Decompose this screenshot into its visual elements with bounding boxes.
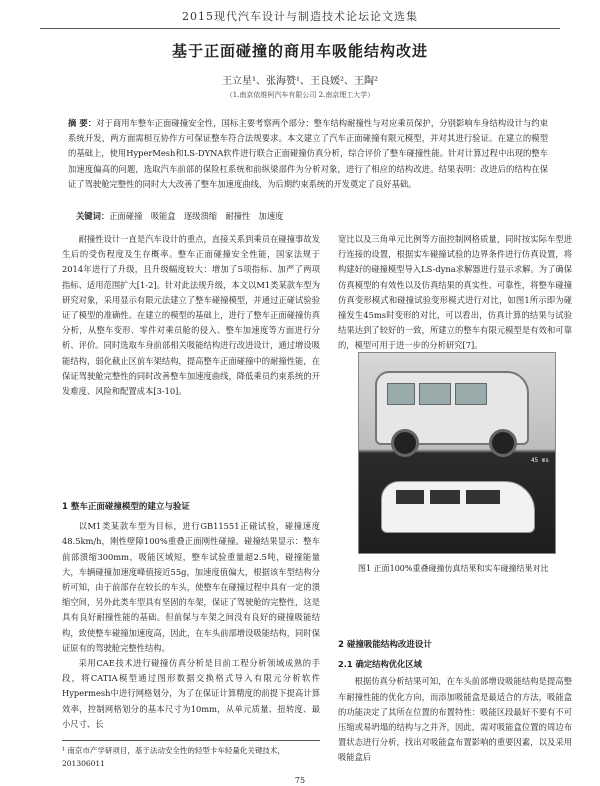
abstract-text: 对于商用车整车正面碰撞安全性，国标主要考察两个部分：整车结构耐撞性与对应乘员保护，分别影响车身结构设计与约束系统开发，两方面需相互协作方可保证整车符合法规要求。本文建立了汽车正面碰撞有限元模型，并对其进行验证。在建立的模型的基础上，使用HyperMesh和LS-DYNA软件进行联合正面碰撞仿真分析，综合评价了整车碰撞性能。针对计算过程中出现的整车加速度偏高的问题，选取汽车前部的保险杠系统和前纵梁部件为分析对象，进行了相应的结构改进。结果表明：改进后的结构在保证了驾驶舱完整性的同时大大改善了整车加速度曲线，为后期约束系统的开发奠定了良好基础。 (68, 118, 548, 189)
section-1 (62, 500, 320, 732)
section-2 (338, 638, 572, 766)
footnote: ¹ 南京市产学研项目，基于法动安全性的轻型卡车轻量化关键技术，201306011 (62, 740, 320, 770)
keywords-label: 关键词： (76, 211, 110, 221)
section-2-paragraph: 根据仿真分析结果可知，在车头前部增设吸能结构是提高整车耐撞性能的优化方向，而添加吸能盒是最适合的方法，吸能盒的功能决定了其所在位置的布置特性：吸能区段最好不要有不可压缩或易坍塌的结构与之并齐，因此，需对吸能盒位置的周边布置状态进行分析，找出对吸能盒布置影响的重要因素，以及采用吸能盒后 (338, 676, 572, 763)
intro-paragraph: 耐撞性设计一直是汽车设计的重点，直接关系到乘员在碰撞事故发生后的受伤程度及生存概率。整车正面碰撞安全性能，国家法规于2014年进行了升级，且升级幅度较大：增加了5项指标、加严了两项指标、适用范围扩大[1-2]。针对此法规升级，本文以M1类某款车型为研究对象，采用显示有限元法建立了整车碰撞模型，并通过正碰试验验证了模型的准确性。在建立的模型的基础上，进行了整车正面碰撞仿真分析，从整车变形、零件对乘员舱的侵入、整车加速度等方面进行分析、评价。同时选取车身前部相关吸能结构进行改进设计，通过增设吸能结构，弱化截止区前车架结构，提高整车正面碰撞中的耐撞性能，在保证驾驶舱完整性的同时改善整车加速度曲线，降低乘员约束系统的开发难度、风险和配置成本[3-10]。 (62, 234, 320, 397)
running-header: 2015现代汽车设计与制造技术论坛论文选集 (40, 8, 560, 29)
simulation-vehicle (375, 371, 529, 445)
abstract (68, 116, 548, 192)
section-2-heading: 2 碰撞吸能结构改进设计 (338, 640, 432, 650)
affiliation: （1.南京依维柯汽车有限公司 2.南京理工大学） (225, 91, 375, 99)
timestamp-label: 45 ms (530, 457, 549, 464)
abstract-label: 摘 要： (68, 118, 97, 128)
keywords (76, 210, 548, 222)
figure-caption: 图1 正面100%重叠碰撞仿真结果和实车碰撞结果对比 (358, 564, 549, 573)
section-1-paragraph: 以M1类某款车型为目标，进行GB11551正碰试验，碰撞速度48.5km/h，刚性壁障100%重叠正面刚性碰撞。碰撞结果显示：整车前部溃缩300mm，吸能区域短，整车试验重量超2.5吨，碰撞能量大，车辆碰撞加速度峰值接近55g，加速度值偏大，根据该车型结构分析可知，由于前部存在较长的车头，使整车在碰撞过程中具有一定的溃缩空间，另外此类车型具有坚固的车架，保证了驾驶舱的完整性，这是具有良好耐撞性能的基础。但前保与车架之间没有良好的碰撞吸能结构，致使整车碰撞加速度高，因此，在车头前部增设吸能结构，同时保证原有的驾驶舱完整性结构。 (62, 521, 320, 653)
paper-title: 基于正面碰撞的商用车吸能结构改进 (171, 42, 428, 60)
figure-1 (358, 352, 554, 576)
keywords-text: 正面碰撞 吸能盒 逐级溃缩 耐撞性 加速度 (109, 211, 284, 221)
page-number: 75 (294, 776, 306, 785)
section-1-heading: 1 整车正面碰撞模型的建立与验证 (62, 502, 190, 512)
right-intro-paragraph: 宽比以及三角单元比例等方面控制网格质量，同时按实际车型进行连接的设置，根据实车碰撞试验的边界条件进行仿真设置，将构建好的碰撞模型导入LS-dyna求解器进行显示求解。为了确保仿真模型的有效性以及仿真结果的真实性、可靠性，将整车碰撞仿真变形模式和碰撞试验变形模式进行对比，如图1所示即为碰撞发生45ms时变形的对比，可以看出，仿真计算的结果与试验结果达到了较好的一致，所建立的整车有限元模型是有效和可靠的，模型可用于进一步的分析研究[7]。 (338, 234, 572, 351)
authors: 王立星¹、张海赞¹、王良媛²、王陶² (221, 76, 379, 87)
crash-comparison-photo (358, 352, 556, 554)
section-2-1-heading: 2.1 确定结构优化区域 (338, 659, 422, 670)
test-vehicle (381, 481, 535, 533)
left-column-intro (62, 232, 320, 399)
section-1-paragraph: 采用CAE技术进行碰撞仿真分析是目前工程分析领域成熟的手段，将CATIA模型通过图形数据交换格式导入有限元分析软件Hypermesh中进行网格划分，为了在保证计算精度的前提下提高计算效率，控制网格划分的基本尺寸为10mm，从单元质量、扭转度、最小尺寸、长 (62, 658, 320, 729)
right-column-intro (338, 232, 572, 354)
